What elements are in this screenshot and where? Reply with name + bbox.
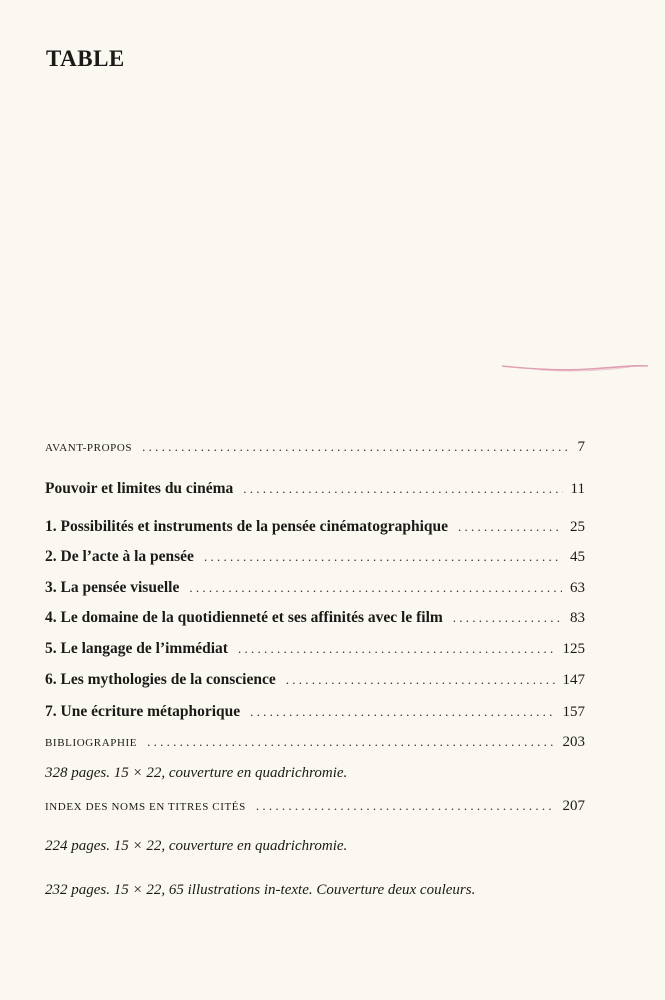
dot-leader: [256, 798, 555, 814]
toc-entry-page: 203: [562, 734, 585, 750]
toc-entry-page: 125: [562, 641, 585, 657]
dot-leader: [238, 641, 555, 657]
toc-entry-title: 6. Les mythologies de la conscience: [45, 671, 276, 688]
pink-stain-mark: [500, 360, 650, 374]
note-line: 224 pages. 15 × 22, couverture en quadrichromie.: [45, 838, 348, 854]
toc-entry-title: 1. Possibilités et instruments de la pensée cinématographique: [45, 518, 448, 535]
toc-entry-avant-propos: [45, 439, 585, 456]
dot-leader: [189, 580, 562, 596]
toc-entry-page: 25: [570, 519, 585, 535]
toc-entry-chapter-1: [45, 518, 585, 536]
dot-leader: [458, 519, 562, 535]
toc-entry-index: [45, 798, 585, 815]
toc-entry-page: 83: [570, 610, 585, 626]
toc-entry-chapter-6: [45, 671, 585, 689]
toc-entry-title: 4. Le domaine de la quotidienneté et ses affinités avec le film: [45, 609, 443, 626]
toc-entry-bibliographie: [45, 734, 585, 751]
toc-entry-title: AVANT-PROPOS: [45, 442, 133, 454]
toc-entry-page: 45: [570, 549, 585, 565]
toc-entry-page: 147: [562, 672, 585, 688]
toc-entry-title: Pouvoir et limites du cinéma: [45, 480, 234, 497]
dot-leader: [204, 549, 562, 565]
toc-entry-page: 157: [562, 704, 585, 720]
toc-entry-page: 63: [570, 580, 585, 596]
dot-leader: [147, 734, 554, 750]
toc-entry-title: 3. La pensée visuelle: [45, 579, 180, 596]
page-title: TABLE: [46, 46, 125, 71]
toc-entry-page: 11: [570, 481, 585, 497]
toc-entry-chapter-2: [45, 548, 585, 566]
dot-leader: [286, 672, 555, 688]
toc-entry-page: 7: [577, 439, 585, 455]
toc-entry-chapter-4: [45, 609, 585, 627]
toc-entry-pouvoir: [45, 480, 585, 498]
toc-entry-title: 2. De l’acte à la pensée: [45, 548, 194, 565]
toc-entry-title: BIBLIOGRAPHIE: [45, 737, 138, 749]
toc-entry-title: 7. Une écriture métaphorique: [45, 703, 241, 720]
toc-entry-title: INDEX DES NOMS EN TITRES CITÉS: [45, 801, 246, 813]
toc-entry-chapter-7: [45, 703, 585, 721]
dot-leader: [453, 610, 562, 626]
toc-entry-chapter-5: [45, 640, 585, 658]
toc-entry-page: 207: [562, 798, 585, 814]
note-line: 232 pages. 15 × 22, 65 illustrations in-texte. Couverture deux couleurs.: [45, 882, 476, 898]
note-line: 328 pages. 15 × 22, couverture en quadrichromie.: [45, 765, 348, 781]
dot-leader: [243, 481, 562, 497]
toc-entry-title: 5. Le langage de l’immédiat: [45, 640, 228, 657]
toc-entry-chapter-3: [45, 579, 585, 597]
dot-leader: [142, 439, 569, 455]
dot-leader: [250, 704, 554, 720]
